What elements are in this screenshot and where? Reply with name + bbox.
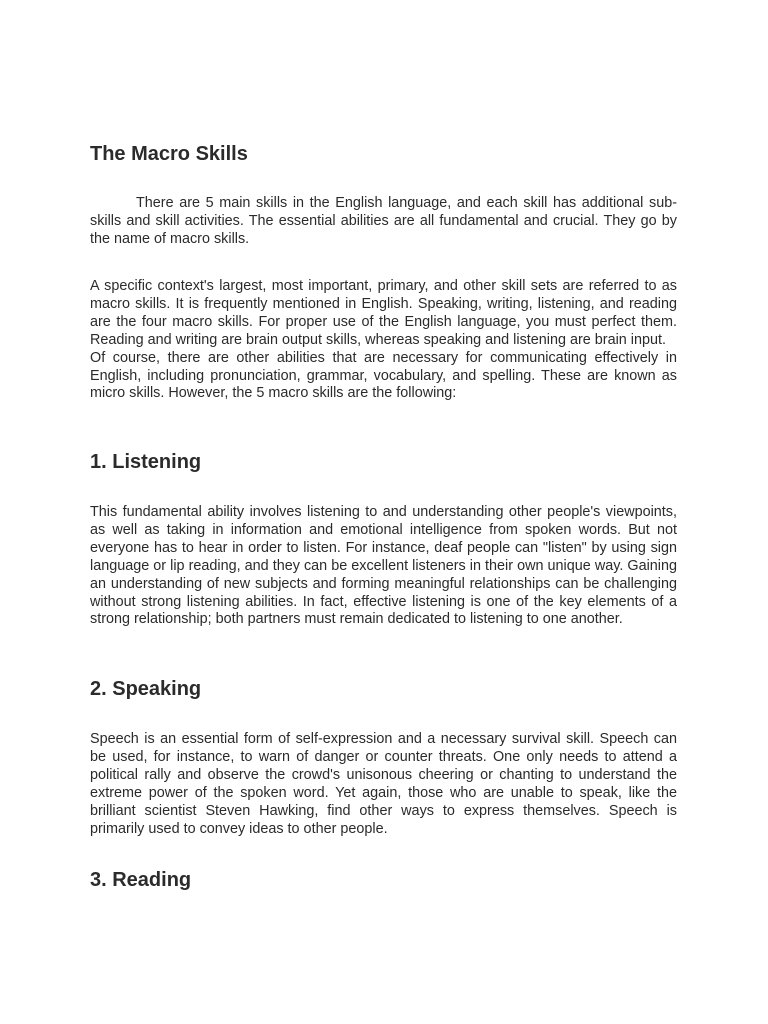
section-body-speaking: Speech is an essential form of self-expression and a necessary survival skill. Speech can be used, for instance, to warn of danger or counter threats. One only needs to attend a political rally and observe the crowd's unisonous cheering or chanting to understand the extreme power of the spoken word. Yet again, those who are unable to speak, like the brilliant scientist Steven Hawking, find other ways to express themselves. Speech is primarily used to convey ideas to other people. [90, 731, 677, 837]
context-paragraph [90, 278, 677, 403]
page-title: The Macro Skills [90, 143, 248, 165]
section-heading-reading: 3. Reading [90, 869, 192, 891]
context-paragraph-part1: A specific context's largest, most important, primary, and other skill sets are referred to as macro skills. It is frequently mentioned in English. Speaking, writing, listening, and reading are the four macro skills. For proper use of the English language, you must perfect them. Reading and writing are brain output skills, whereas speaking and listening are brain input. [90, 278, 677, 348]
section-heading-listening: 1. Listening [90, 451, 202, 473]
section-heading-speaking: 2. Speaking [90, 678, 202, 700]
section-body-listening: This fundamental ability involves listening to and understanding other people's viewpoints, as well as taking in information and emotional intelligence from spoken words. But not everyone has to hear in order to listen. For instance, deaf people can "listen" by using sign language or lip reading, and they can be excellent listeners in their own unique way. Gaining an understanding of new subjects and forming meaningful relationships can be challenging without strong listening abilities. In fact, effective listening is one of the key elements of a strong relationship; both partners must remain dedicated to listening to one another. [90, 504, 677, 628]
context-paragraph-part2: Of course, there are other abilities that are necessary for communicating effectively in English, including pronunciation, grammar, vocabulary, and spelling. These are known as micro skills. However, the 5 macro skills are the following: [90, 349, 677, 402]
intro-paragraph: There are 5 main skills in the English language, and each skill has additional sub-skills and skill activities. The essential abilities are all fundamental and crucial. They go by the name of macro skills. [90, 195, 677, 247]
